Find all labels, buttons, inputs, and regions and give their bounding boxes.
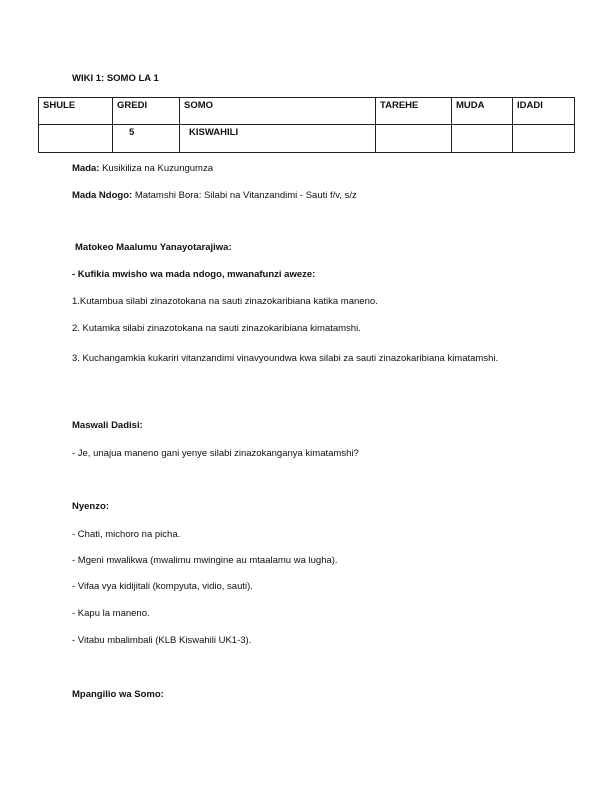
nyenzo-title: Nyenzo:	[72, 501, 109, 512]
value-somo: KISWAHILI	[180, 125, 376, 153]
matokeo-item-3: 3. Kuchangamkia kukariri vitanzandimi vinavyoundwa kwa silabi za sauti zinazokaribiana kimatamshi.	[72, 353, 499, 364]
header-gredi: GREDI	[113, 98, 180, 125]
value-muda	[452, 125, 513, 153]
mada-ndogo-label: Mada Ndogo:	[72, 190, 133, 201]
header-somo: SOMO	[180, 98, 376, 125]
matokeo-item-1: 1.Kutambua silabi zinazotokana na sauti zinazokaribiana katika maneno.	[72, 296, 378, 307]
table-value-row	[39, 125, 575, 153]
maswali-title: Maswali Dadisi:	[72, 420, 143, 431]
lesson-info-table	[38, 97, 575, 153]
header-tarehe: TAREHE	[376, 98, 452, 125]
mpangilio-title: Mpangilio wa Somo:	[72, 689, 164, 700]
header-shule: SHULE	[39, 98, 113, 125]
maswali-item-1: - Je, unajua maneno gani yenye silabi zinazokanganya kimatamshi?	[72, 448, 359, 459]
nyenzo-item-5: - Vitabu mbalimbali (KLB Kiswahili UK1-3).	[72, 635, 252, 646]
nyenzo-item-4: - Kapu la maneno.	[72, 608, 150, 619]
matokeo-title: Matokeo Maalumu Yanayotarajiwa:	[75, 242, 232, 253]
value-idadi	[513, 125, 575, 153]
value-tarehe	[376, 125, 452, 153]
mada-line	[72, 163, 213, 175]
matokeo-intro: - Kufikia mwisho wa mada ndogo, mwanafunzi aweze:	[72, 269, 316, 280]
mada-value: Kusikiliza na Kuzungumza	[102, 163, 213, 174]
nyenzo-item-2: - Mgeni mwalikwa (mwalimu mwingine au mtaalamu wa lugha).	[72, 555, 338, 566]
value-shule	[39, 125, 113, 153]
header-idadi: IDADI	[513, 98, 575, 125]
mada-ndogo-value: Matamshi Bora: Silabi na Vitanzandimi - Sauti f/v, s/z	[134, 190, 357, 201]
value-gredi: 5	[113, 125, 180, 153]
table-header-row	[39, 98, 575, 125]
mada-label: Mada:	[72, 163, 100, 174]
lesson-heading: WIKI 1: SOMO LA 1	[72, 73, 159, 84]
header-muda: MUDA	[452, 98, 513, 125]
nyenzo-item-1: - Chati, michoro na picha.	[72, 529, 181, 540]
mada-ndogo-line	[72, 190, 357, 202]
nyenzo-item-3: - Vifaa vya kidijitali (kompyuta, vidio, sauti).	[72, 581, 253, 592]
matokeo-item-2: 2. Kutamka silabi zinazotokana na sauti zinazokaribiana kimatamshi.	[72, 323, 361, 334]
